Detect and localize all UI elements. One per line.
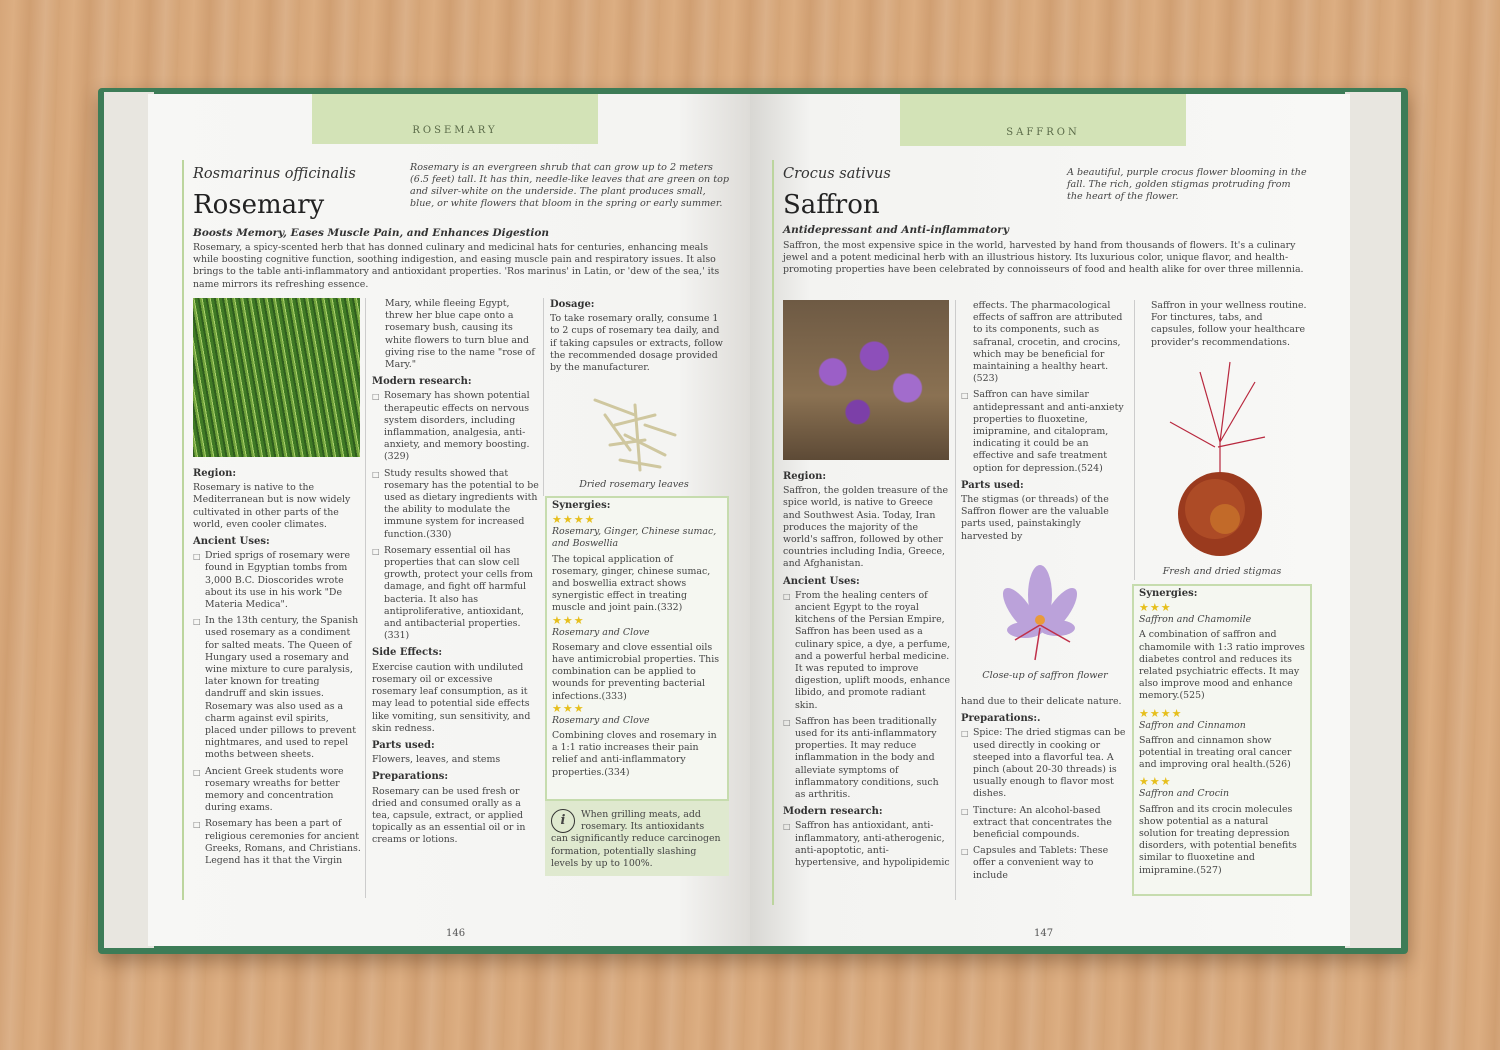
list-item: □ Saffron can have similar antidepressant and anti-anxiety properties to fluoxetine, imipramine, and citalopram, indicating it could be an effective and safe treatment option for depression.(524) [961, 389, 1129, 474]
column-2 [372, 298, 540, 851]
synergy-name: Saffron and Crocin [1139, 788, 1229, 800]
synergy-name: Saffron and Chamomile [1139, 614, 1252, 626]
divider [365, 298, 366, 898]
right-column-boxes [545, 496, 729, 876]
list-item: □ From the healing centers of ancient Egypt to the royal kitchens of the Persian Empire, Saffron has been used as a culinary spice, a dye, a perfume, and a powerful herbal medicine. It was reputed to improve digestion, uplift moods, enhance libido, and promote radiant skin. [783, 590, 951, 712]
latin-name: Rosmarinus officinalis [193, 166, 356, 182]
side-effects-text: Exercise caution with undiluted rosemary oil or excessive rosemary leaf consumption, as it may lead to potential side effects like vomiting, sun sensitivity, and skin redness. [372, 661, 531, 734]
synergy-text: Saffron and its crocin molecules show potential as a natural solution for treating depression disorders, with potential benefits similar to fluoxetine and imipramine.(527) [1139, 803, 1297, 876]
page-number: 146 [446, 928, 466, 939]
region-text: Rosemary is native to the Mediterranean but is now widely cultivated in other parts of the world, even cooler climates. [193, 482, 351, 530]
list-item: □ Rosemary has been a part of religious ceremonies for ancient Greeks, Romans, and Christians. Legend has it that the Virgin [193, 818, 361, 867]
parts-text: The stigmas (or threads) of the Saffron flower are the valuable parts used, painstakingly harvested by [961, 494, 1109, 542]
list-item: □ Capsules and Tablets: These offer a convenient way to include [961, 845, 1129, 882]
column-2 [961, 300, 1129, 547]
saffron-stigmas-image [1160, 352, 1280, 560]
synergy-name: Rosemary, Ginger, Chinese sumac, and Boswellia [552, 526, 717, 550]
star-rating: ★★★★ [552, 513, 596, 527]
divider [955, 300, 956, 900]
synergies-heading: Synergies: [1139, 588, 1198, 599]
synergy-text: Rosemary and clove essential oils have antimicrobial properties. This combination can be applied to wounds for preventing bacterial infections.(333) [552, 641, 720, 702]
region-text: Saffron, the golden treasure of the spice world, is native to Greece and Southwest Asia. Today, Iran produces the majority of the world's saffron, followed by other countries including India, Greece, and Afghanistan. [783, 485, 949, 570]
synergies-box [545, 496, 729, 801]
modern-heading: Modern research: [372, 376, 472, 388]
parts-heading: Parts used: [372, 739, 435, 751]
synergy-text: Combining cloves and rosemary in a 1:1 ratio increases their pain relief and anti-inflammatory properties.(334) [552, 730, 717, 778]
list-item: □ Study results showed that rosemary has the potential to be used as dietary ingredients with the ability to modulate the immune system for increased function.(330) [372, 468, 540, 541]
synergies-box [1132, 584, 1312, 896]
intro-caption: A beautiful, purple crocus flower blooming in the fall. The rich, golden stigmas protruding from the heart of the flower. [1067, 167, 1307, 202]
frame-line [772, 160, 774, 905]
list-item: □ Saffron has been traditionally used for its anti-inflammatory properties. It may reduce inflammation in the body and alleviate symptoms of inflammatory conditions, such as arthritis. [783, 716, 951, 801]
parts-text: Flowers, leaves, and stems [372, 754, 501, 766]
modern-heading: Modern research: [783, 806, 883, 818]
parts-heading: Parts used: [961, 479, 1024, 491]
intro-caption: Rosemary is an evergreen shrub that can grow up to 2 meters (6.5 feet) tall. It has thin, needle-like leaves that are green on top and silver-white on the underside. The plant produces small, blue, or white flowers that bloom in the spring or early summer. [410, 162, 730, 209]
synergy-text: A combination of saffron and chamomile with 1:3 ratio improves diabetes control and reduces its related psychiatric effects. It may also improve mood and enhance memory.(525) [1139, 629, 1305, 702]
star-rating: ★★★★ [1139, 706, 1183, 720]
rosemary-photo [193, 298, 360, 457]
synergy-text: Saffron and cinnamon show potential in treating oral cancer and improving oral health.(526) [1139, 734, 1292, 771]
ancient-continued: Mary, while fleeing Egypt, threw her blue cape onto a rosemary bush, causing its white flowers to turn blue and giving rise to the name "rose of Mary." [385, 298, 535, 371]
synergy-name: Rosemary and Clove [552, 626, 650, 638]
page-number: 147 [1034, 928, 1054, 939]
page-title: Saffron [783, 190, 880, 220]
ancient-heading: Ancient Uses: [193, 536, 270, 548]
list-item: □ Saffron has antioxidant, anti-inflammatory, anti-atherogenic, anti-apoptotic, anti-hypertensive, and hypolipidemic [783, 820, 951, 869]
header-tab: SAFFRON [900, 94, 1186, 146]
page-edges-right [1345, 92, 1401, 948]
image-caption: Dried rosemary leaves [579, 479, 689, 490]
subtitle: Boosts Memory, Eases Muscle Pain, and Enhances Digestion [193, 227, 550, 239]
ancient-heading: Ancient Uses: [783, 575, 860, 587]
parts-continued: hand due to their delicate nature. [961, 696, 1122, 707]
list-item: □ Rosemary essential oil has properties that can slow cell growth, protect your cells from damage, and fight off harmful bacteria. It also has antiproliferative, antioxidant, and antibacterial properties.(331) [372, 545, 540, 643]
star-rating: ★★★ [1139, 775, 1172, 789]
stigma-caption: Fresh and dried stigmas [1162, 566, 1282, 577]
subtitle: Antidepressant and Anti-inflammatory [783, 224, 1009, 236]
column-2-lower [961, 696, 1129, 886]
dosage-text: To take rosemary orally, consume 1 to 2 cups of rosemary tea daily, and if taking capsules or extracts, follow the recommended dosage provided by the manufacturer. [550, 313, 723, 374]
latin-name: Crocus sativus [783, 166, 891, 182]
synergy-name: Rosemary and Clove [552, 714, 650, 726]
synergies-heading: Synergies: [552, 500, 611, 511]
page-edges-left [104, 92, 154, 948]
divider [543, 298, 544, 496]
dosage-heading: Dosage: [550, 299, 595, 310]
synergy-name: Saffron and Cinnamon [1139, 719, 1246, 731]
side-effects-heading: Side Effects: [372, 647, 443, 659]
header-tab: ROSEMARY [312, 94, 598, 144]
preparations-heading: Preparations:. [961, 713, 1041, 725]
star-rating: ★★★ [1139, 601, 1172, 615]
frame-line [182, 160, 184, 900]
page-title: Rosemary [193, 190, 325, 220]
divider [1134, 300, 1135, 580]
intro-paragraph: Saffron, the most expensive spice in the world, harvested by hand from thousands of flowers. It's a culinary jewel and a potent medicinal herb with an illustrious history. Its luxurious color, unique flavor, and health-promoting properties have been celebrated by connoisseurs of food and health alike for over three millennia. [783, 240, 1304, 276]
preparations-heading: Preparations: [372, 771, 449, 783]
list-item: □ Tincture: An alcohol-based extract that concentrates the beneficial compounds. [961, 805, 1129, 842]
column-1 [193, 463, 361, 871]
intro-paragraph: Rosemary, a spicy-scented herb that has donned culinary and medicinal hats for centuries, enhancing meals while boosting cognitive function, soothing indigestion, and easing muscle pain and respiratory issues. It also brings to the table anti-inflammatory and antioxidant properties. 'Ros marinus' in Latin, or 'dew of the sea,' its name mirrors its refreshing essence. [193, 242, 720, 290]
star-rating: ★★★ [552, 613, 585, 627]
tip-text: When grilling meats, add rosemary. Its antioxidants can significantly reduce carcinogen formation, potentially slashing levels by up to 100%. [551, 809, 721, 869]
list-item: □ In the 13th century, the Spanish used rosemary as a condiment for salted meats. The Queen of Hungary used a rosemary and wine mixture to cure paralysis, later known for treating dandruff and skin issues. Rosemary was also used as a charm against evil spirits, placed under pillows to prevent nightmares, and used to repel moths between sheets. [193, 615, 361, 761]
flower-caption: Close-up of saffron flower [982, 670, 1108, 681]
saffron-flower-image [995, 560, 1085, 665]
column-3 [550, 294, 725, 378]
lightbulb-info-icon: i [551, 809, 575, 833]
column-1 [783, 466, 951, 873]
preparations-continued: Saffron in your wellness routine. For tinctures, tabs, and capsules, follow your healthcare provider's recommendations. [1151, 300, 1307, 348]
region-heading: Region: [193, 468, 237, 479]
dried-rosemary-image [585, 385, 685, 475]
star-rating: ★★★ [552, 701, 585, 715]
list-item: □ Ancient Greek students wore rosemary wreaths for better memory and concentration during exams. [193, 766, 361, 815]
crocus-photo [783, 300, 949, 460]
preparations-text: Rosemary can be used fresh or dried and consumed orally as a tea, capsule, extract, or applied topically as an essential oil or in creams or lotions. [372, 785, 526, 846]
list-item: □ Dried sprigs of rosemary were found in Egyptian tombs from 3,000 B.C. Dioscorides wrote about its use in his work "De Materia Medica". [193, 550, 361, 611]
list-item: □ Rosemary has shown potential therapeutic effects on nervous system disorders, including inflammation, analgesia, anti-anxiety, and memory boosting.(329) [372, 390, 540, 463]
region-heading: Region: [783, 471, 827, 482]
modern-continued: effects. The pharmacological effects of saffron are attributed to its components, such as safranal, crocetin, and crocins, which may be beneficial for maintaining a healthy heart.(523) [973, 300, 1123, 385]
synergy-text: The topical application of rosemary, ginger, chinese sumac, and boswellia extract shows synergistic effect in treating muscle and joint pain.(332) [552, 553, 711, 614]
list-item: □ Spice: The dried stigmas can be used directly in cooking or steeped into a flavorful tea. A pinch (about 20-30 threads) is usually enough to flavor most dishes. [961, 727, 1129, 800]
tip-box [545, 801, 729, 876]
